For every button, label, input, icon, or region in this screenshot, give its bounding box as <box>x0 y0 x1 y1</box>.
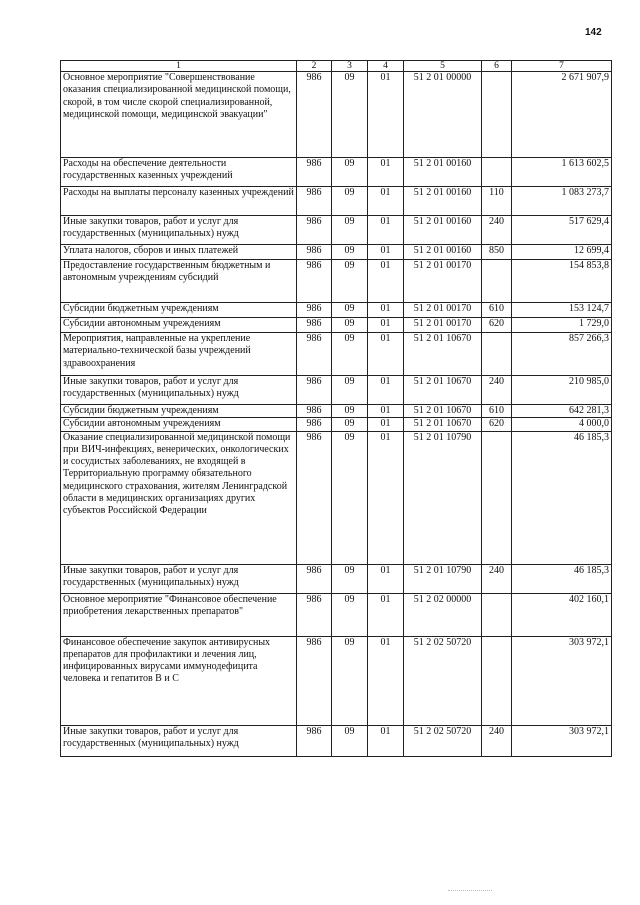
column-header: 4 <box>368 61 404 72</box>
amount-cell: 303 972,1 <box>512 636 612 725</box>
amount-cell: 12 699,4 <box>512 245 612 260</box>
ministry-code-cell: 986 <box>297 725 332 756</box>
amount-cell: 857 266,3 <box>512 333 612 376</box>
expense-type-cell: 240 <box>482 725 512 756</box>
row-name-cell: Иные закупки товаров, работ и услуг для государственных (муниципальных) нужд <box>61 376 297 405</box>
ministry-code-cell: 986 <box>297 72 332 158</box>
amount-cell: 1 729,0 <box>512 318 612 333</box>
section-code-cell: 09 <box>332 725 368 756</box>
row-name-cell: Субсидии бюджетным учреждениям <box>61 405 297 418</box>
section-code-cell: 09 <box>332 318 368 333</box>
ministry-code-cell: 986 <box>297 303 332 318</box>
ministry-code-cell: 986 <box>297 564 332 593</box>
amount-cell: 46 185,3 <box>512 564 612 593</box>
section-code-cell: 09 <box>332 245 368 260</box>
subsection-code-cell: 01 <box>368 725 404 756</box>
row-name-cell: Иные закупки товаров, работ и услуг для государственных (муниципальных) нужд <box>61 216 297 245</box>
subsection-code-cell: 01 <box>368 216 404 245</box>
table-row <box>61 158 612 187</box>
subsection-code-cell: 01 <box>368 72 404 158</box>
amount-cell: 46 185,3 <box>512 431 612 564</box>
ministry-code-cell: 986 <box>297 431 332 564</box>
section-code-cell: 09 <box>332 216 368 245</box>
table-row <box>61 405 612 418</box>
expense-type-cell: 240 <box>482 216 512 245</box>
subsection-code-cell: 01 <box>368 333 404 376</box>
target-article-cell: 51 2 01 10670 <box>404 333 482 376</box>
expense-type-cell: 610 <box>482 303 512 318</box>
expense-type-cell: 620 <box>482 418 512 431</box>
target-article-cell: 51 2 01 00160 <box>404 158 482 187</box>
expense-type-cell <box>482 636 512 725</box>
section-code-cell: 09 <box>332 260 368 303</box>
target-article-cell: 51 2 01 10670 <box>404 418 482 431</box>
amount-cell: 517 629,4 <box>512 216 612 245</box>
row-name-cell: Финансовое обеспечение закупок антивирусных препаратов для профилактики и лечения лиц, инфицированных вирусами иммунодефицита человека и гепатитов В и С <box>61 636 297 725</box>
target-article-cell: 51 2 01 10790 <box>404 431 482 564</box>
target-article-cell: 51 2 02 50720 <box>404 636 482 725</box>
row-name-cell: Субсидии автономным учреждениям <box>61 318 297 333</box>
ministry-code-cell: 986 <box>297 376 332 405</box>
target-article-cell: 51 2 01 00160 <box>404 216 482 245</box>
row-name-cell: Расходы на выплаты персоналу казенных учреждений <box>61 187 297 216</box>
ministry-code-cell: 986 <box>297 593 332 636</box>
budget-table <box>60 60 612 757</box>
subsection-code-cell: 01 <box>368 564 404 593</box>
amount-cell: 153 124,7 <box>512 303 612 318</box>
table-row <box>61 303 612 318</box>
column-header: 5 <box>404 61 482 72</box>
subsection-code-cell: 01 <box>368 245 404 260</box>
table-row <box>61 333 612 376</box>
expense-type-cell: 620 <box>482 318 512 333</box>
table-row <box>61 216 612 245</box>
subsection-code-cell: 01 <box>368 303 404 318</box>
table-row <box>61 725 612 756</box>
table-row <box>61 318 612 333</box>
row-name-cell: Основное мероприятие "Совершенствование оказания специализированной медицинской помощи, скорой, в том числе скорой специализированной, медицинской помощи, медицинской эвакуации" <box>61 72 297 158</box>
amount-cell: 154 853,8 <box>512 260 612 303</box>
table-row <box>61 564 612 593</box>
table-row <box>61 636 612 725</box>
column-header: 2 <box>297 61 332 72</box>
section-code-cell: 09 <box>332 333 368 376</box>
subsection-code-cell: 01 <box>368 158 404 187</box>
table-row <box>61 245 612 260</box>
row-name-cell: Субсидии автономным учреждениям <box>61 418 297 431</box>
ministry-code-cell: 986 <box>297 318 332 333</box>
table-row <box>61 593 612 636</box>
target-article-cell: 51 2 01 00000 <box>404 72 482 158</box>
target-article-cell: 51 2 01 00160 <box>404 245 482 260</box>
row-name-cell: Иные закупки товаров, работ и услуг для государственных (муниципальных) нужд <box>61 725 297 756</box>
ministry-code-cell: 986 <box>297 418 332 431</box>
section-code-cell: 09 <box>332 158 368 187</box>
subsection-code-cell: 01 <box>368 431 404 564</box>
ministry-code-cell: 986 <box>297 405 332 418</box>
section-code-cell: 09 <box>332 405 368 418</box>
scan-artifact-mark <box>448 890 492 894</box>
target-article-cell: 51 2 01 00170 <box>404 260 482 303</box>
subsection-code-cell: 01 <box>368 318 404 333</box>
table-row <box>61 431 612 564</box>
row-name-cell: Оказание специализированной медицинской помощи при ВИЧ-инфекциях, венерических, онкологических и сосудистых заболеваниях, не входящей в Территориальную программу обязательного медицинского страхования, жителям Ленинградской области в медицинских организациях других субъектов Российской Федерации <box>61 431 297 564</box>
column-header: 3 <box>332 61 368 72</box>
column-header: 6 <box>482 61 512 72</box>
row-name-cell: Предоставление государственным бюджетным и автономным учреждениям субсидий <box>61 260 297 303</box>
expense-type-cell: 110 <box>482 187 512 216</box>
section-code-cell: 09 <box>332 72 368 158</box>
expense-type-cell: 850 <box>482 245 512 260</box>
amount-cell: 402 160,1 <box>512 593 612 636</box>
ministry-code-cell: 986 <box>297 158 332 187</box>
section-code-cell: 09 <box>332 564 368 593</box>
row-name-cell: Мероприятия, направленные на укрепление материально-технической базы учреждений здравоохранения <box>61 333 297 376</box>
table-row <box>61 187 612 216</box>
ministry-code-cell: 986 <box>297 636 332 725</box>
row-name-cell: Иные закупки товаров, работ и услуг для государственных (муниципальных) нужд <box>61 564 297 593</box>
subsection-code-cell: 01 <box>368 260 404 303</box>
column-header: 1 <box>61 61 297 72</box>
section-code-cell: 09 <box>332 593 368 636</box>
page-number: 142 <box>585 27 602 38</box>
expense-type-cell: 240 <box>482 564 512 593</box>
target-article-cell: 51 2 01 10670 <box>404 376 482 405</box>
section-code-cell: 09 <box>332 376 368 405</box>
target-article-cell: 51 2 02 50720 <box>404 725 482 756</box>
expense-type-cell <box>482 333 512 376</box>
amount-cell: 210 985,0 <box>512 376 612 405</box>
target-article-cell: 51 2 02 00000 <box>404 593 482 636</box>
subsection-code-cell: 01 <box>368 405 404 418</box>
column-header: 7 <box>512 61 612 72</box>
expense-type-cell: 610 <box>482 405 512 418</box>
table-row <box>61 72 612 158</box>
row-name-cell: Расходы на обеспечение деятельности государственных казенных учреждений <box>61 158 297 187</box>
target-article-cell: 51 2 01 10790 <box>404 564 482 593</box>
ministry-code-cell: 986 <box>297 187 332 216</box>
section-code-cell: 09 <box>332 431 368 564</box>
subsection-code-cell: 01 <box>368 636 404 725</box>
expense-type-cell <box>482 431 512 564</box>
table-row <box>61 418 612 431</box>
target-article-cell: 51 2 01 00170 <box>404 303 482 318</box>
expense-type-cell <box>482 593 512 636</box>
target-article-cell: 51 2 01 00160 <box>404 187 482 216</box>
section-code-cell: 09 <box>332 187 368 216</box>
expense-type-cell <box>482 158 512 187</box>
subsection-code-cell: 01 <box>368 187 404 216</box>
target-article-cell: 51 2 01 00170 <box>404 318 482 333</box>
row-name-cell: Субсидии бюджетным учреждениям <box>61 303 297 318</box>
expense-type-cell: 240 <box>482 376 512 405</box>
expense-type-cell <box>482 260 512 303</box>
subsection-code-cell: 01 <box>368 376 404 405</box>
table-row <box>61 260 612 303</box>
expense-type-cell <box>482 72 512 158</box>
amount-cell: 642 281,3 <box>512 405 612 418</box>
ministry-code-cell: 986 <box>297 333 332 376</box>
amount-cell: 1 083 273,7 <box>512 187 612 216</box>
ministry-code-cell: 986 <box>297 216 332 245</box>
amount-cell: 4 000,0 <box>512 418 612 431</box>
subsection-code-cell: 01 <box>368 418 404 431</box>
section-code-cell: 09 <box>332 418 368 431</box>
row-name-cell: Основное мероприятие "Финансовое обеспечение приобретения лекарственных препаратов" <box>61 593 297 636</box>
ministry-code-cell: 986 <box>297 260 332 303</box>
amount-cell: 1 613 602,5 <box>512 158 612 187</box>
row-name-cell: Уплата налогов, сборов и иных платежей <box>61 245 297 260</box>
target-article-cell: 51 2 01 10670 <box>404 405 482 418</box>
amount-cell: 303 972,1 <box>512 725 612 756</box>
section-code-cell: 09 <box>332 636 368 725</box>
subsection-code-cell: 01 <box>368 593 404 636</box>
table-header-row <box>61 61 612 72</box>
ministry-code-cell: 986 <box>297 245 332 260</box>
table-row <box>61 376 612 405</box>
section-code-cell: 09 <box>332 303 368 318</box>
amount-cell: 2 671 907,9 <box>512 72 612 158</box>
